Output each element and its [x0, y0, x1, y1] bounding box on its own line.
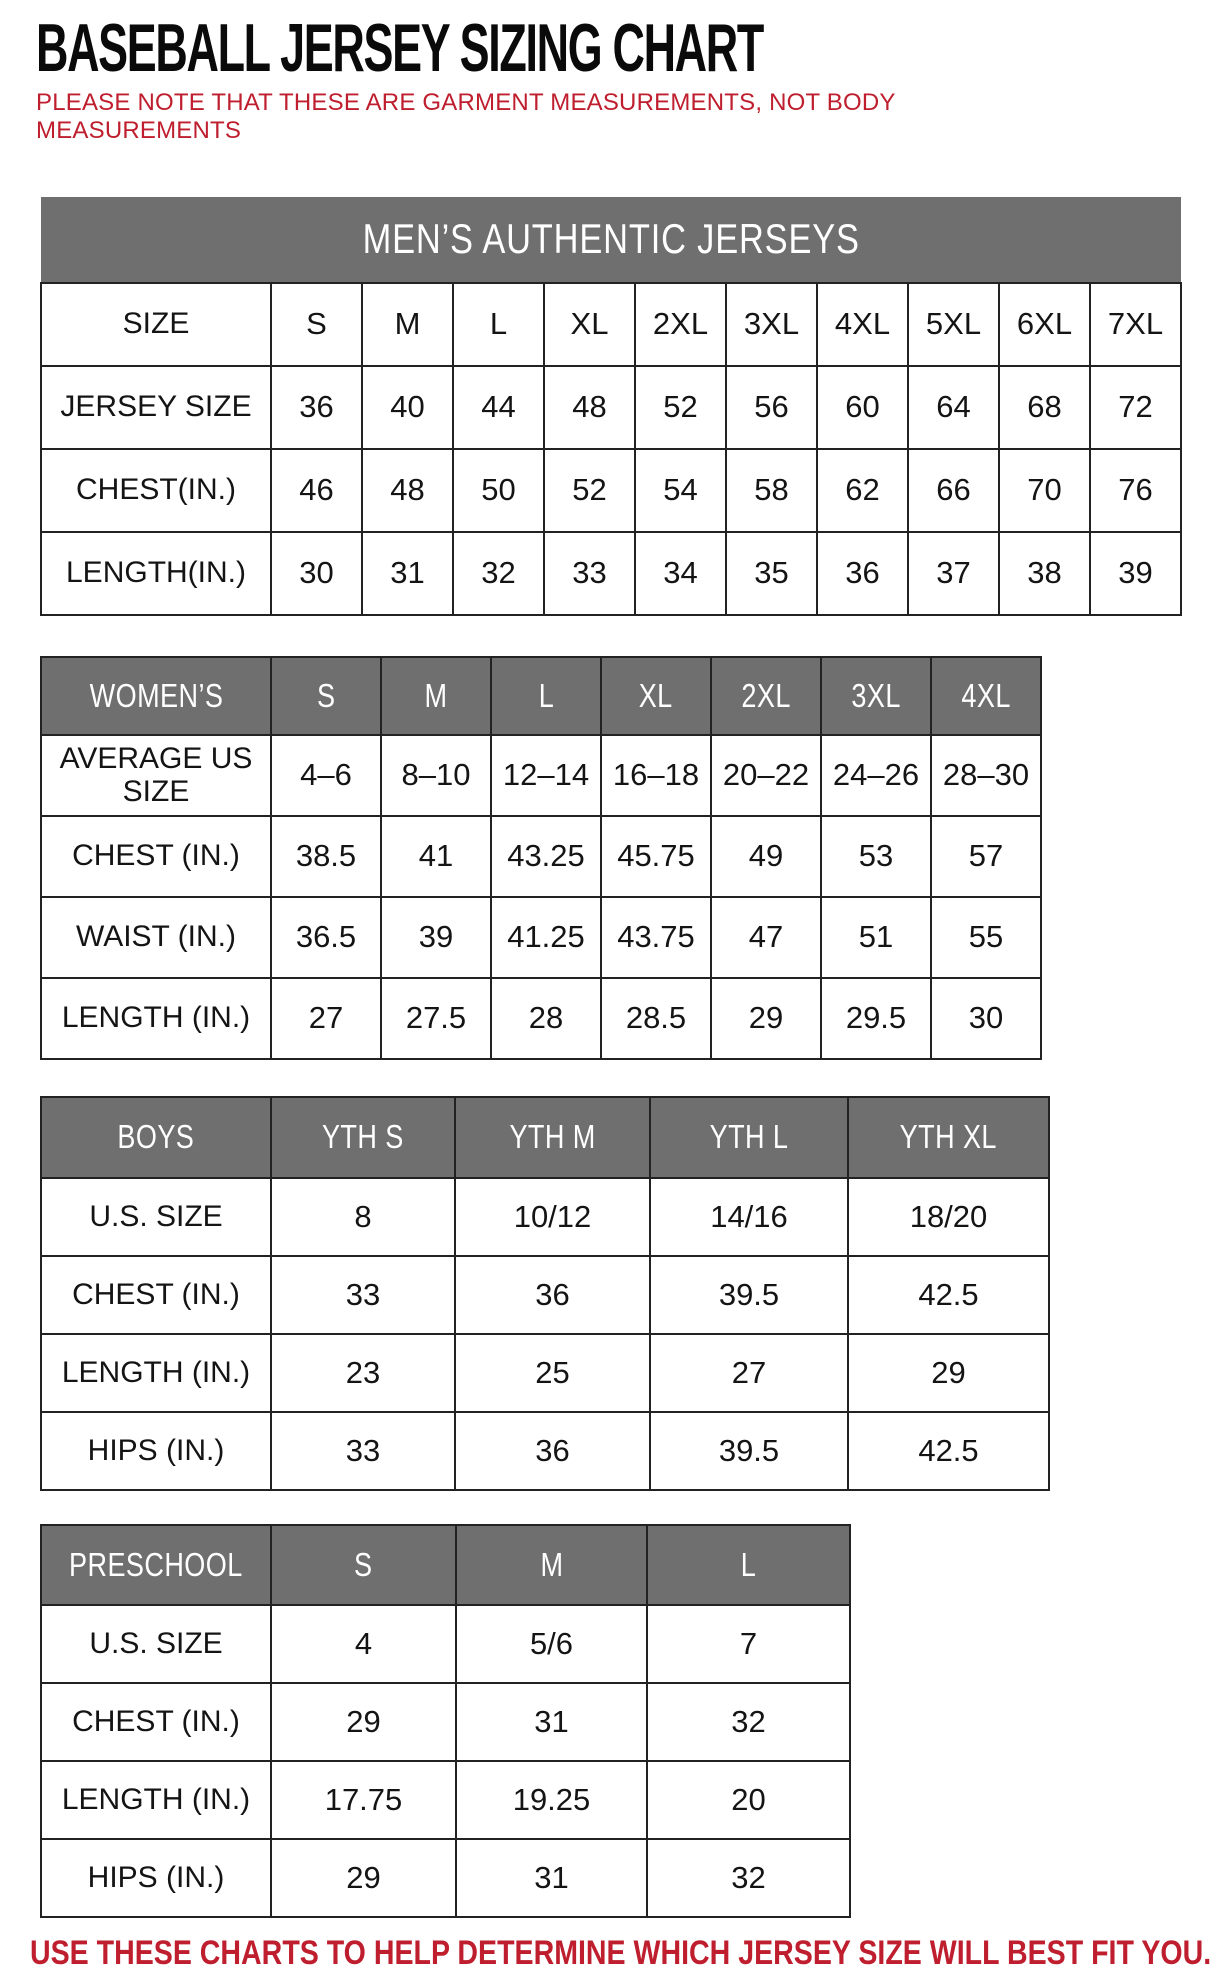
value-cell: 27 — [650, 1334, 848, 1412]
womens-table-row — [41, 735, 1041, 816]
value-cell: 45.75 — [601, 816, 711, 897]
value-cell: 70 — [999, 449, 1090, 532]
womens-header-label-text: WOMEN’S — [89, 676, 223, 714]
boys-table-row — [41, 1412, 1049, 1490]
value-cell: 29 — [271, 1839, 456, 1917]
row-label-cell: SIZE — [41, 283, 271, 366]
womens-table-row — [41, 897, 1041, 978]
value-cell: 27.5 — [381, 978, 491, 1059]
value-cell: 52 — [635, 366, 726, 449]
preschool-size-header-m-text: M — [540, 1545, 563, 1583]
boys-table-row — [41, 1334, 1049, 1412]
womens-sizing-table — [40, 656, 1042, 1060]
row-label-cell: U.S. SIZE — [41, 1178, 271, 1256]
value-cell: 47 — [711, 897, 821, 978]
boys-table-row — [41, 1256, 1049, 1334]
row-label-cell: LENGTH (IN.) — [41, 1334, 271, 1412]
value-cell: 36 — [817, 532, 908, 615]
mens-banner-row — [41, 197, 1181, 283]
value-cell: 19.25 — [456, 1761, 647, 1839]
preschool-table-row — [41, 1839, 850, 1917]
boys-size-header-yth-s-text: YTH S — [322, 1118, 404, 1156]
value-cell: 31 — [456, 1683, 647, 1761]
value-cell: 46 — [271, 449, 362, 532]
value-cell: 37 — [908, 532, 999, 615]
value-cell: 28.5 — [601, 978, 711, 1059]
boys-size-header-yth-m-text: YTH M — [509, 1118, 596, 1156]
value-cell: 12–14 — [491, 735, 601, 816]
boys-sizing-table — [40, 1096, 1050, 1491]
value-cell: 40 — [362, 366, 453, 449]
value-cell: 54 — [635, 449, 726, 532]
value-cell: 36 — [271, 366, 362, 449]
value-cell: 31 — [362, 532, 453, 615]
womens-size-header-3xl — [821, 657, 931, 735]
womens-size-header-2xl-text: 2XL — [741, 676, 791, 714]
value-cell: 27 — [271, 978, 381, 1059]
value-cell: 42.5 — [848, 1256, 1049, 1334]
page-title: BASEBALL JERSEY SIZING CHART — [36, 10, 763, 86]
womens-table-row — [41, 978, 1041, 1059]
womens-size-header-4xl — [931, 657, 1041, 735]
value-cell: 4–6 — [271, 735, 381, 816]
preschool-size-header-m — [456, 1525, 647, 1605]
value-cell: 33 — [271, 1412, 455, 1490]
row-label-cell: AVERAGE US SIZE — [41, 735, 271, 816]
boys-table-row — [41, 1178, 1049, 1256]
row-label-cell: WAIST (IN.) — [41, 897, 271, 978]
preschool-header-row — [41, 1525, 850, 1605]
value-cell: 25 — [455, 1334, 650, 1412]
value-cell: 20–22 — [711, 735, 821, 816]
womens-size-header-3xl-text: 3XL — [851, 676, 901, 714]
preschool-sizing-table — [40, 1524, 851, 1918]
boys-size-header-yth-m — [455, 1097, 650, 1178]
value-cell: 36 — [455, 1412, 650, 1490]
value-cell: 41.25 — [491, 897, 601, 978]
value-cell: 33 — [271, 1256, 455, 1334]
value-cell: 28 — [491, 978, 601, 1059]
value-cell: 32 — [453, 532, 544, 615]
value-cell: 7XL — [1090, 283, 1181, 366]
preschool-size-header-l-text: L — [740, 1545, 757, 1583]
value-cell: 44 — [453, 366, 544, 449]
value-cell: 29 — [848, 1334, 1049, 1412]
row-label-cell: CHEST (IN.) — [41, 1256, 271, 1334]
row-label-cell: U.S. SIZE — [41, 1605, 271, 1683]
value-cell: 56 — [726, 366, 817, 449]
value-cell: 51 — [821, 897, 931, 978]
value-cell: 60 — [817, 366, 908, 449]
row-label-cell: CHEST(IN.) — [41, 449, 271, 532]
row-label-cell: HIPS (IN.) — [41, 1412, 271, 1490]
womens-size-header-4xl-text: 4XL — [961, 676, 1011, 714]
value-cell: 32 — [647, 1839, 850, 1917]
value-cell: S — [271, 283, 362, 366]
value-cell: 34 — [635, 532, 726, 615]
value-cell: 30 — [931, 978, 1041, 1059]
value-cell: 72 — [1090, 366, 1181, 449]
value-cell: 43.75 — [601, 897, 711, 978]
value-cell: 66 — [908, 449, 999, 532]
value-cell: 55 — [931, 897, 1041, 978]
value-cell: 48 — [544, 366, 635, 449]
value-cell: 39 — [1090, 532, 1181, 615]
value-cell: 42.5 — [848, 1412, 1049, 1490]
value-cell: 31 — [456, 1839, 647, 1917]
womens-size-header-xl-text: XL — [639, 676, 673, 714]
value-cell: 20 — [647, 1761, 850, 1839]
preschool-table-row — [41, 1683, 850, 1761]
value-cell: 35 — [726, 532, 817, 615]
value-cell: 18/20 — [848, 1178, 1049, 1256]
mens-table-row — [41, 449, 1181, 532]
value-cell: 16–18 — [601, 735, 711, 816]
value-cell: 39 — [381, 897, 491, 978]
value-cell: 6XL — [999, 283, 1090, 366]
mens-banner-text: MEN’S AUTHENTIC JERSEYS — [362, 215, 860, 263]
womens-size-header-l — [491, 657, 601, 735]
value-cell: 4XL — [817, 283, 908, 366]
value-cell: 29.5 — [821, 978, 931, 1059]
mens-table-row — [41, 283, 1181, 366]
womens-size-header-l-text: L — [538, 676, 554, 714]
preschool-header-label-text: PRESCHOOL — [69, 1545, 243, 1583]
value-cell: 57 — [931, 816, 1041, 897]
value-cell: 2XL — [635, 283, 726, 366]
womens-size-header-s-text: S — [316, 676, 336, 714]
row-label-cell: JERSEY SIZE — [41, 366, 271, 449]
boys-size-header-yth-l-text: YTH L — [709, 1118, 789, 1156]
value-cell: 39.5 — [650, 1412, 848, 1490]
value-cell: 76 — [1090, 449, 1181, 532]
value-cell: 50 — [453, 449, 544, 532]
value-cell: 48 — [362, 449, 453, 532]
value-cell: 41 — [381, 816, 491, 897]
preschool-size-header-s — [271, 1525, 456, 1605]
value-cell: 30 — [271, 532, 362, 615]
value-cell: 3XL — [726, 283, 817, 366]
value-cell: 62 — [817, 449, 908, 532]
value-cell: 7 — [647, 1605, 850, 1683]
value-cell: 5/6 — [456, 1605, 647, 1683]
row-label-cell: LENGTH (IN.) — [41, 1761, 271, 1839]
value-cell: 23 — [271, 1334, 455, 1412]
value-cell: 53 — [821, 816, 931, 897]
boys-size-header-yth-l — [650, 1097, 848, 1178]
footer-note: USE THESE CHARTS TO HELP DETERMINE WHICH JERSEY SIZE WILL BEST FIT YOU. — [30, 1933, 1212, 1972]
value-cell: 49 — [711, 816, 821, 897]
womens-size-header-xl — [601, 657, 711, 735]
value-cell: 8 — [271, 1178, 455, 1256]
womens-size-header-s — [271, 657, 381, 735]
value-cell: XL — [544, 283, 635, 366]
value-cell: 68 — [999, 366, 1090, 449]
womens-table-row — [41, 816, 1041, 897]
value-cell: 4 — [271, 1605, 456, 1683]
boys-size-header-yth-s — [271, 1097, 455, 1178]
value-cell: 5XL — [908, 283, 999, 366]
row-label-cell: CHEST (IN.) — [41, 816, 271, 897]
value-cell: 39.5 — [650, 1256, 848, 1334]
value-cell: 24–26 — [821, 735, 931, 816]
garment-measurements-note: PLEASE NOTE THAT THESE ARE GARMENT MEASUREMENTS, NOT BODY MEASUREMENTS — [36, 88, 896, 144]
value-cell: 28–30 — [931, 735, 1041, 816]
value-cell: L — [453, 283, 544, 366]
boys-header-label — [41, 1097, 271, 1178]
value-cell: 29 — [711, 978, 821, 1059]
boys-header-row — [41, 1097, 1049, 1178]
value-cell: 32 — [647, 1683, 850, 1761]
value-cell: 36 — [455, 1256, 650, 1334]
mens-table-row — [41, 366, 1181, 449]
value-cell: 17.75 — [271, 1761, 456, 1839]
value-cell: 52 — [544, 449, 635, 532]
value-cell: 33 — [544, 532, 635, 615]
womens-size-header-2xl — [711, 657, 821, 735]
value-cell: 38.5 — [271, 816, 381, 897]
preschool-size-header-l — [647, 1525, 850, 1605]
mens-authentic-jerseys-table — [40, 197, 1182, 616]
value-cell: 8–10 — [381, 735, 491, 816]
mens-table-row — [41, 532, 1181, 615]
boys-size-header-yth-xl — [848, 1097, 1049, 1178]
value-cell: 36.5 — [271, 897, 381, 978]
value-cell: 10/12 — [455, 1178, 650, 1256]
value-cell: 29 — [271, 1683, 456, 1761]
mens-table-banner — [41, 197, 1181, 283]
preschool-table-row — [41, 1761, 850, 1839]
value-cell: M — [362, 283, 453, 366]
value-cell: 38 — [999, 532, 1090, 615]
value-cell: 43.25 — [491, 816, 601, 897]
womens-size-header-m-text: M — [424, 676, 448, 714]
preschool-header-label — [41, 1525, 271, 1605]
value-cell: 64 — [908, 366, 999, 449]
womens-header-label — [41, 657, 271, 735]
row-label-cell: HIPS (IN.) — [41, 1839, 271, 1917]
row-label-cell: LENGTH(IN.) — [41, 532, 271, 615]
womens-header-row — [41, 657, 1041, 735]
row-label-cell: LENGTH (IN.) — [41, 978, 271, 1059]
value-cell: 14/16 — [650, 1178, 848, 1256]
womens-size-header-m — [381, 657, 491, 735]
boys-size-header-yth-xl-text: YTH XL — [899, 1118, 998, 1156]
value-cell: 58 — [726, 449, 817, 532]
preschool-table-row — [41, 1605, 850, 1683]
preschool-size-header-s-text: S — [354, 1545, 373, 1583]
row-label-cell: CHEST (IN.) — [41, 1683, 271, 1761]
boys-header-label-text: BOYS — [117, 1118, 195, 1156]
